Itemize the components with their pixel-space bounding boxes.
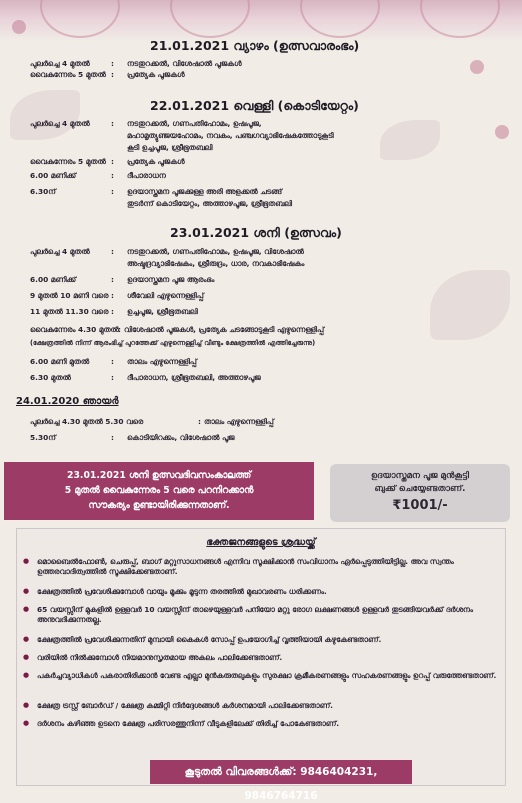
day-heading: 23.01.2021 ശനി (ഉത്സവം) bbox=[170, 225, 342, 240]
booking-line: ബുക്ക് ചെയ്യേണ്ടതാണ്. bbox=[374, 484, 466, 494]
bullet-icon: ● bbox=[23, 557, 30, 565]
bullet-icon: ● bbox=[23, 587, 30, 595]
notice-item: ● 65 വയസ്സിന് മുകളിൽ ഉള്ളവർ 10 വയസ്സിന് താഴെയുള്ളവർ പനിയോ മറ്റു രോഗ ലക്ഷണങ്ങൾ ഉള്ളവർ തുടങ്ങിയവർക്ക് ദർശനം അനുവദിക്കുന്നതല്ല. bbox=[23, 605, 474, 624]
ornament-icon bbox=[40, 0, 120, 38]
bullet-icon: ● bbox=[23, 671, 30, 679]
ornament-icon bbox=[170, 0, 250, 38]
notice-item: ● ക്ഷേത്രത്തിൽ പ്രവേശിക്കുന്നതിന് മുമ്പായി കൈകൾ സോപ്പ് ഉപയോഗിച്ച് വൃത്തിയായി കഴുകേണ്ടതാണ്. bbox=[23, 635, 382, 644]
notice-item: ● മൊബൈൽഫോൺ, ചെരുപ്പ്, ബാഗ് മറ്റുസാധനങ്ങൾ എന്നിവ സൂക്ഷിക്കാൻ സംവിധാനം ഏർപ്പെടുത്തിയിട്ടില്ല. അവ സ്വന്തം ഉത്തരവാദിത്വത്തിൽ സൂക്ഷിക്കേണ്ടതാണ്. bbox=[23, 557, 454, 576]
leaf-decoration bbox=[10, 90, 80, 140]
ornament-icon bbox=[420, 0, 500, 38]
notice-heading: ഭക്തജനങ്ങളുടെ ശ്രദ്ധയ്ക്ക് bbox=[206, 537, 316, 548]
bullet-icon: ● bbox=[23, 653, 30, 661]
procession-note: (ക്ഷേത്രത്തിൽ നിന്ന് ആരംഭിച്ച് പുറത്തേക്ക് എഴുന്നെള്ളിച്ച് വീണ്ടും ക്ഷേത്രത്തിൽ എത്തിച്ചേരുന്നു) bbox=[30, 339, 316, 347]
ornament-icon bbox=[300, 0, 380, 38]
flower-icon bbox=[12, 20, 26, 34]
day-heading: 21.01.2021 വ്യാഴം (ഉത്സവാരംഭം) bbox=[150, 38, 360, 53]
notice-item: ● വരിയിൽ നിൽക്കുമ്പോൾ നിയമാനുസൃതമായ അകലം പാലിക്കേണ്ടതാണ്. bbox=[23, 653, 283, 662]
booking-line: ഉദയാസ്തമന പൂജ മുൻകൂട്ടി bbox=[370, 471, 469, 481]
leaf-decoration bbox=[380, 120, 440, 160]
flower-icon bbox=[470, 60, 484, 74]
para-offering-line: 23.01.2021 ശനി ഉത്സവദിവസംകാലത്ത് bbox=[66, 470, 252, 481]
booking-box bbox=[330, 464, 510, 522]
flower-icon bbox=[495, 125, 509, 139]
bullet-icon: ● bbox=[23, 701, 30, 709]
bullet-icon: ● bbox=[23, 719, 30, 727]
leaf-decoration bbox=[430, 270, 510, 340]
para-offering-box bbox=[4, 462, 314, 520]
notice-item: ● പകർച്ചവ്യാധികൾ പകരാതിരിക്കാൻ വേണ്ട എല്ലാ മുൻകരുതലുകളും സുരക്ഷാ ക്രമീകരണങ്ങളും സഹകരണങ്ങളും ഉറപ്പ് വരുത്തേണ്ടതാണ്. bbox=[23, 671, 497, 680]
notice-item: ● ക്ഷേത്ര ട്രസ്റ്റ് ബോർഡ് / ക്ഷേത്ര കമ്മിറ്റി നിർദ്ദേശങ്ങൾ കർശനമായി പാലിക്കേണ്ടതാണ്. bbox=[23, 701, 333, 710]
para-offering-line: 5 മുതൽ വൈകുന്നേരം 5 വരെ പറനിറക്കാൻ bbox=[64, 485, 254, 496]
devotee-notice-panel bbox=[16, 528, 506, 786]
para-offering-line: സൗകര്യം ഉണ്ടായിരിക്കുന്നതാണ്. bbox=[88, 500, 230, 511]
day-heading: 24.01.2020 ഞായർ bbox=[16, 396, 119, 407]
bullet-icon: ● bbox=[23, 605, 30, 613]
bullet-icon: ● bbox=[23, 635, 30, 643]
booking-price: ₹1001/- bbox=[392, 498, 448, 513]
notice-item: ● ക്ഷേത്രത്തിൽ പ്രവേശിക്കുമ്പോൾ വായും മൂക്കും മൂടുന്ന തരത്തിൽ മുഖാവരണം ധരിക്കണം. bbox=[23, 587, 327, 596]
floral-banner bbox=[0, 0, 522, 42]
day-heading: 22.01.2021 വെള്ളി (കൊടിയേറ്റം) bbox=[150, 98, 359, 113]
contact-phone-banner: കൂടുതൽ വിവരങ്ങൾക്ക്: 9846404231, 9846764716 bbox=[150, 760, 412, 784]
notice-item: ● ദർശനം കഴിഞ്ഞ ഉടനെ ക്ഷേത്ര പരിസരത്തുനിന്ന് വീടുകളിലേക്ക് തിരിച്ച് പോകേണ്ടതാണ്. bbox=[23, 719, 340, 728]
